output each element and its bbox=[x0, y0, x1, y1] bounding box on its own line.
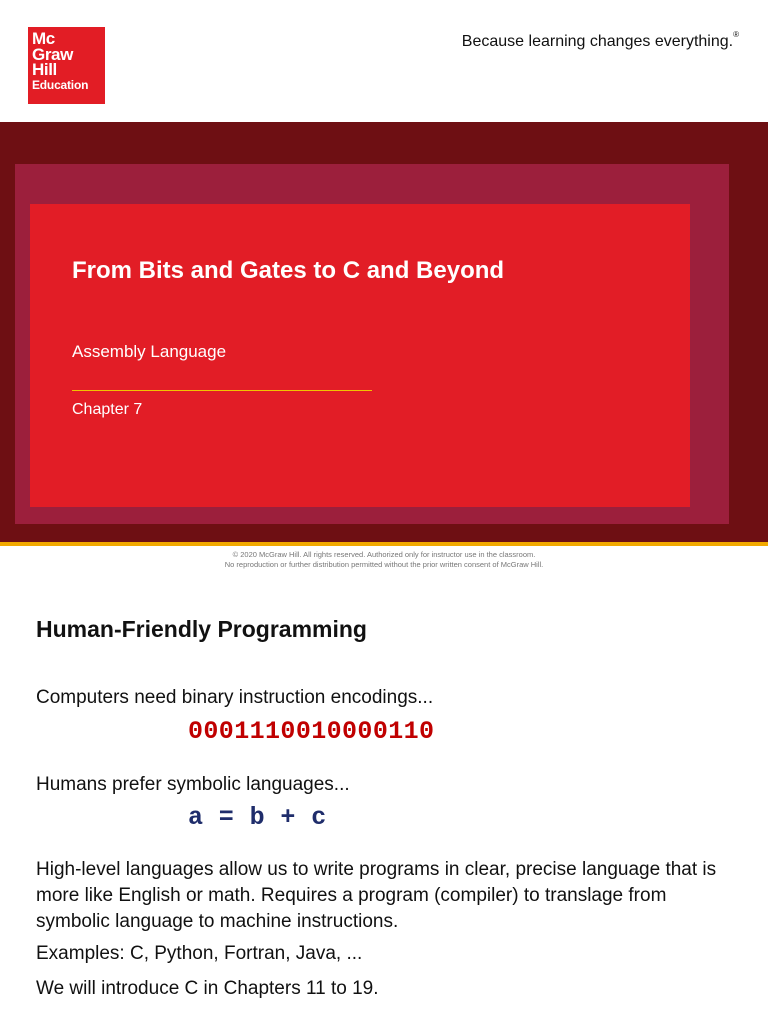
logo-line-hill: Hill bbox=[32, 60, 57, 79]
mcgraw-hill-logo bbox=[28, 27, 105, 104]
cover-chapter: Chapter 7 bbox=[72, 401, 143, 418]
symbolic-code-example: a = b + c bbox=[188, 803, 327, 832]
copyright-line-1: © 2020 McGraw Hill. All rights reserved. Authorized only for instructor use in the classroom. bbox=[232, 550, 536, 559]
cover-divider bbox=[72, 390, 372, 391]
symbolic-intro-text: Humans prefer symbolic languages... bbox=[36, 774, 350, 795]
binary-intro-text: Computers need binary instruction encodings... bbox=[36, 687, 434, 708]
examples-text: Examples: C, Python, Fortran, Java, ... bbox=[36, 943, 363, 964]
tagline bbox=[461, 30, 739, 51]
cover-band bbox=[0, 122, 768, 542]
slide-title: Human-Friendly Programming bbox=[36, 616, 367, 642]
logo-line-graw: Graw bbox=[32, 44, 73, 64]
binary-code-example: 0001110010000110 bbox=[188, 717, 435, 746]
gold-stripe bbox=[0, 542, 768, 546]
high-level-paragraph: High-level languages allow us to write programs in clear, precise language that is more like English or math. Requires a program (compiler) to translage from symbolic language to machine instructions. bbox=[36, 859, 717, 932]
registered-mark: ® bbox=[733, 30, 739, 39]
closing-text: We will introduce C in Chapters 11 to 19. bbox=[36, 978, 379, 999]
copyright-line-2: No reproduction or further distribution permitted without the prior written consent of McGraw Hill. bbox=[224, 560, 544, 569]
logo-line-mc: Mc bbox=[32, 29, 55, 48]
cover-frame bbox=[15, 164, 729, 524]
cover-card bbox=[30, 204, 690, 507]
cover-title: From Bits and Gates to C and Beyond bbox=[72, 257, 505, 284]
copyright-notice bbox=[0, 550, 768, 570]
tagline-text: Because learning changes everything. bbox=[461, 33, 734, 50]
logo-line-education: Education bbox=[32, 77, 89, 92]
cover-subtitle: Assembly Language bbox=[72, 342, 227, 361]
